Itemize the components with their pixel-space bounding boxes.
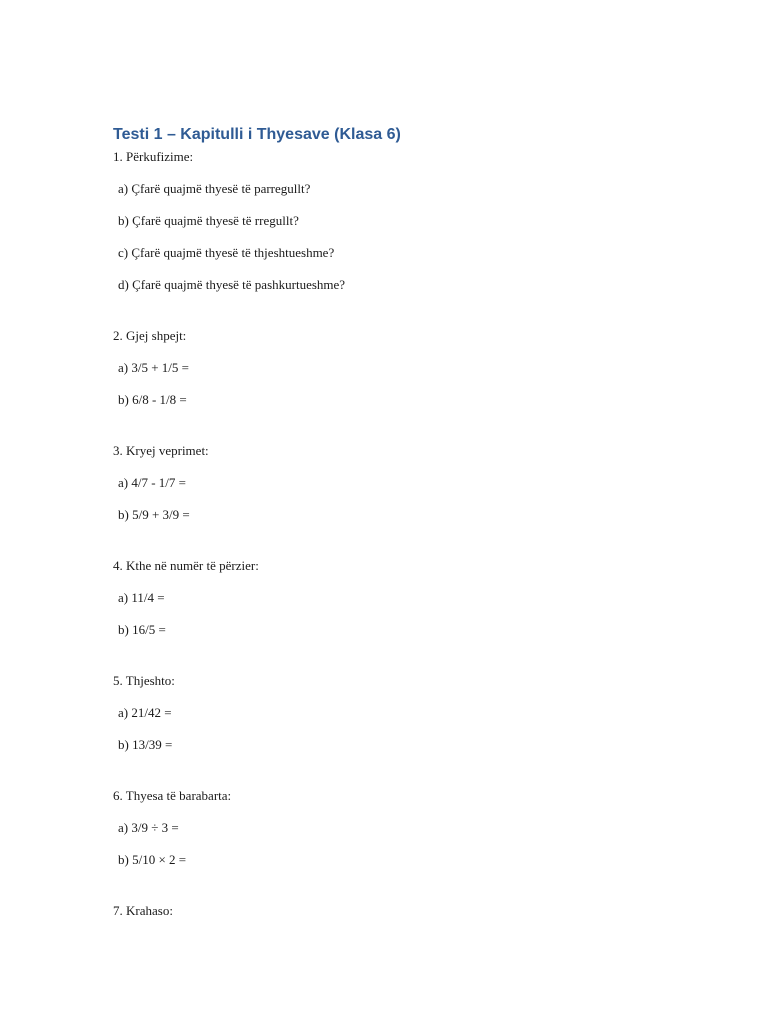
document-title: Testi 1 – Kapitulli i Thyesave (Klasa 6) (113, 126, 401, 143)
question-item: b) 5/9 + 3/9 = (118, 507, 190, 522)
question-item: a) 11/4 = (118, 590, 165, 605)
document-body (113, 124, 673, 934)
question-item: d) Çfarë quajmë thyesë të pashkurtueshme? (118, 277, 346, 292)
question-item: a) 3/9 ÷ 3 = (118, 820, 179, 835)
question-item: c) Çfarë quajmë thyesë të thjeshtueshme? (118, 245, 335, 260)
question-3 (113, 442, 673, 557)
question-4 (113, 557, 673, 672)
question-7 (113, 902, 673, 934)
question-heading: 2. Gjej shpejt: (113, 328, 187, 343)
question-item: b) 13/39 = (118, 737, 173, 752)
question-2 (113, 327, 673, 442)
question-heading: 3. Kryej veprimet: (113, 443, 209, 458)
question-item: b) 16/5 = (118, 622, 166, 637)
question-item: b) 5/10 × 2 = (118, 852, 187, 867)
question-heading: 5. Thjeshto: (113, 673, 175, 688)
question-item: b) 6/8 - 1/8 = (118, 392, 187, 407)
question-item: a) 4/7 - 1/7 = (118, 475, 186, 490)
question-item: a) 3/5 + 1/5 = (118, 360, 189, 375)
question-heading: 7. Krahaso: (113, 903, 173, 918)
question-item: a) 21/42 = (118, 705, 172, 720)
question-6 (113, 787, 673, 902)
question-item: b) Çfarë quajmë thyesë të rregullt? (118, 213, 299, 228)
question-heading: 6. Thyesa të barabarta: (113, 788, 232, 803)
question-heading: 4. Kthe në numër të përzier: (113, 558, 259, 573)
question-item: a) Çfarë quajmë thyesë të parregullt? (118, 181, 311, 196)
question-1 (113, 148, 673, 327)
question-5 (113, 672, 673, 787)
question-heading: 1. Përkufizime: (113, 149, 194, 164)
